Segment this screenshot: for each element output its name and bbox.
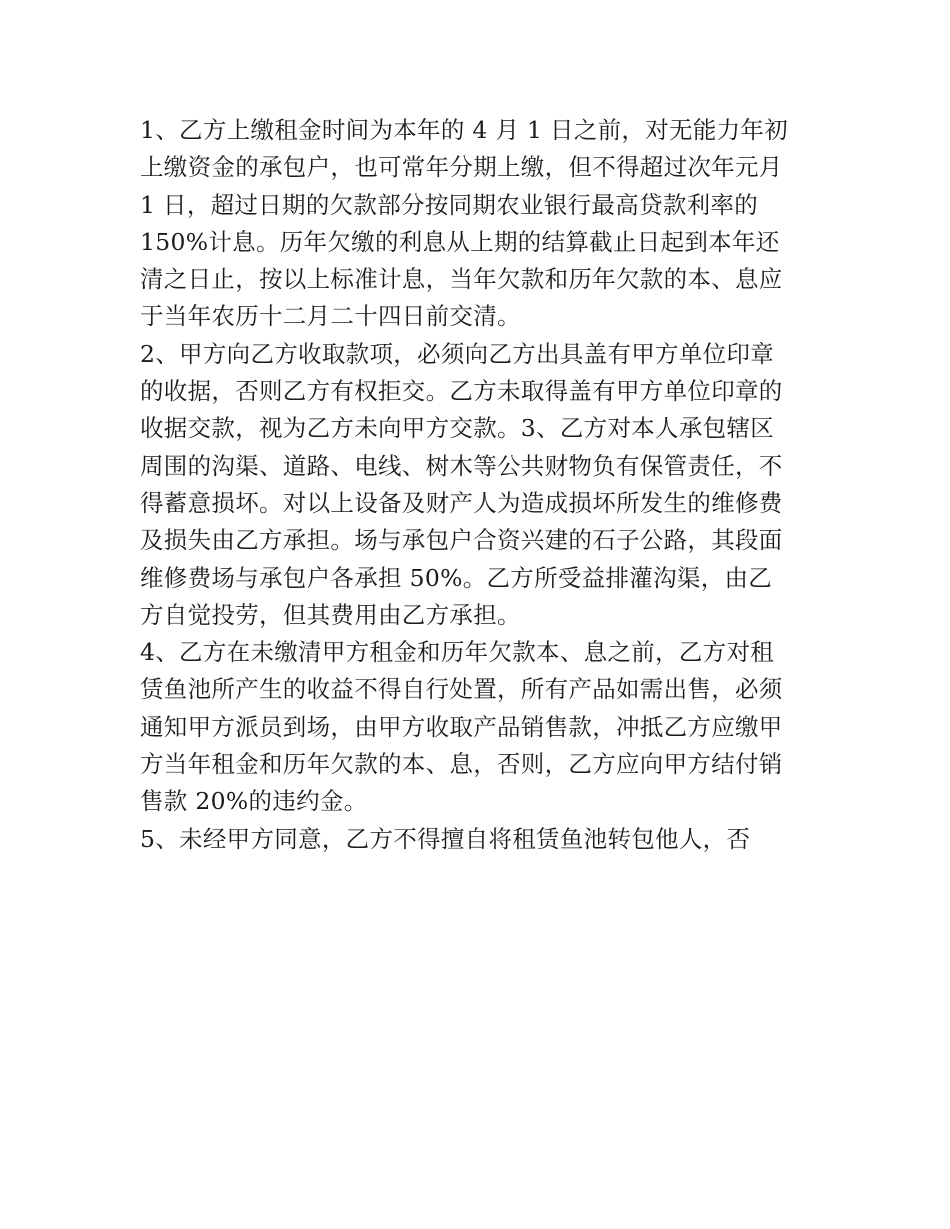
text-line: 上缴资金的承包户，也可常年分期上缴，但不得超过次年元月: [140, 153, 783, 182]
text-line: 1、乙方上缴租金时间为本年的 4 月 1 日之前，对无能力年初: [140, 116, 789, 144]
text-line: 于当年农历十二月二十四日前交清。: [140, 302, 521, 331]
text-line: 收据交款，视为乙方未向甲方交款。3、乙方对本人承包辖区: [140, 414, 775, 443]
text-line: 通知甲方派员到场，由甲方收取产品销售款，冲抵乙方应缴甲: [140, 712, 783, 741]
text-line: 售款 20%的违约金。: [140, 787, 368, 816]
text-line: 赁鱼池所产生的收益不得自行处置，所有产品如需出售，必须: [140, 675, 783, 704]
text-line: 150%计息。历年欠缴的利息从上期的结算截止日起到本年还: [140, 227, 780, 256]
text-line: 方自觉投劳，但其费用由乙方承担。: [140, 600, 521, 629]
text-line: 清之日止，按以上标准计息，当年欠款和历年欠款的本、息应: [140, 265, 783, 294]
text-line: 方当年租金和历年欠款的本、息，否则，乙方应向甲方结付销: [140, 750, 783, 779]
text-line: 及损失由乙方承担。场与承包户合资兴建的石子公路，其段面: [140, 526, 783, 555]
text-line: 周围的沟渠、道路、电线、树木等公共财物负有保管责任，不: [140, 451, 783, 480]
text-line: 2、甲方向乙方收取款项，必须向乙方出具盖有甲方单位印章: [140, 339, 775, 368]
document-body: [140, 112, 812, 858]
text-line: 1 日，超过日期的欠款部分按同期农业银行最高贷款利率的: [140, 190, 759, 219]
text-line: 得蓄意损坏。对以上设备及财产人为造成损坏所发生的维修费: [140, 488, 783, 517]
text-line: 维修费场与承包户各承担 50%。乙方所受益排灌沟渠，由乙: [140, 563, 773, 592]
text-line: 5、未经甲方同意，乙方不得擅自将租赁鱼池转包他人，否: [140, 824, 751, 853]
text-line: 4、乙方在未缴清甲方租金和历年欠款本、息之前，乙方对租: [140, 638, 775, 667]
text-line: 的收据，否则乙方有权拒交。乙方未取得盖有甲方单位印章的: [140, 377, 783, 406]
